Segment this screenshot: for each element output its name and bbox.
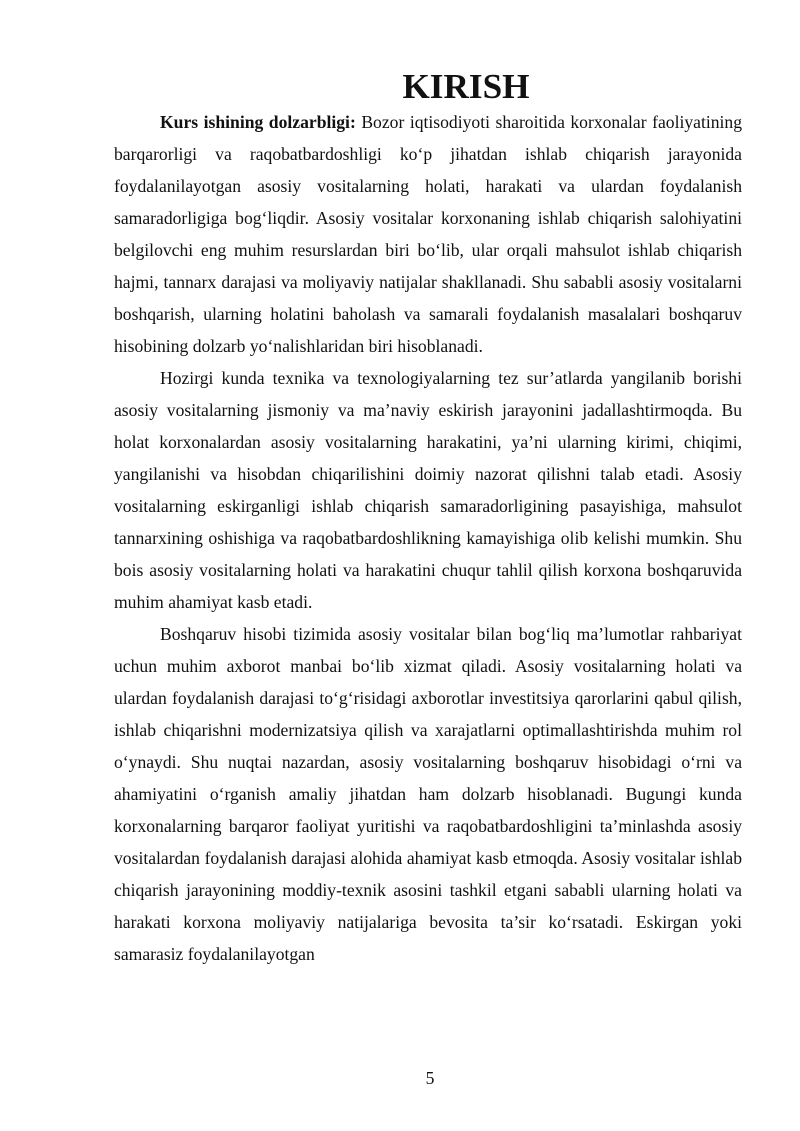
- page-content: [114, 67, 743, 970]
- paragraph-technology: Hozirgi kunda texnika va texnologiyalarning tez sur’atlarda yangilanib borishi asosiy vositalarning jismoniy va ma’naviy eskirish jarayonini jadallashtirmoqda. Bu holat korxonalardan asosiy vositalarning harakatini, ya’ni ularning kirimi, chiqimi, yangilanishi va hisobdan chiqarilishini doimiy nazorat qilishni talab etadi. Asosiy vositalarning eskirganligi ishlab chiqarish samaradorligining pasayishiga, mahsulot tannarxining oshishiga va raqobatbardoshlikning kamayishiga olib kelishi mumkin. Shu bois asosiy vositalarning holati va harakatini chuqur tahlil qilish korxona boshqaruvida muhim ahamiyat kasb etadi.: [114, 368, 742, 612]
- paragraph-lead: Kurs ishining dolzarbligi:: [160, 112, 356, 132]
- paragraph-relevance: [114, 106, 742, 362]
- paragraph-text: Bozor iqtisodiyoti sharoitida korxonalar faoliyatining barqarorligi va raqobatbardoshligi ko‘p jihatdan ishlab chiqarish jarayonida foydalanilayotgan asosiy vositalarning holati, harakati va ulardan foydalanish samaradorligiga bog‘liqdir. Asosiy vositalar korxonaning ishlab chiqarish salohiyatini belgilovchi eng muhim resurslardan biri bo‘lib, ular orqali mahsulot ishlab chiqarish hajmi, tannarx darajasi va moliyaviy natijalar shakllanadi. Shu sababli asosiy vositalarni boshqarish, ularning holatini baholash va samarali foydalanish masalalari boshqaruv hisobining dolzarb yo‘nalishlaridan biri hisoblanadi.: [114, 112, 743, 356]
- section-title: KIRISH: [402, 67, 530, 106]
- page-number: 5: [425, 1068, 435, 1088]
- paragraph-management-accounting: Boshqaruv hisobi tizimida asosiy vositalar bilan bog‘liq ma’lumotlar rahbariyat uchun muhim axborot manbai bo‘lib xizmat qiladi. Asosiy vositalarning holati va ulardan foydalanish darajasi to‘g‘risidagi axborotlar investitsiya qarorlarini qabul qilish, ishlab chiqarishni modernizatsiya qilish va xarajatlarni optimallashtirishda muhim rol o‘ynaydi. Shu nuqtai nazardan, asosiy vositalarning boshqaruv hisobidagi o‘rni va ahamiyatini o‘rganish amaliy jihatdan ham dolzarb hisoblanadi. Bugungi kunda korxonalarning barqaror faoliyat yuritishi va raqobatbardoshligini ta’minlashda asosiy vositalardan foydalanish darajasi alohida ahamiyat kasb etmoqda. Asosiy vositalar ishlab chiqarish jarayonining moddiy-texnik asosini tashkil etgani sababli ularning holati va harakati korxona moliyaviy natijalariga bevosita ta’sir ko‘rsatadi. Eskirgan yoki samarasiz foydalanilayotgan: [114, 624, 742, 964]
